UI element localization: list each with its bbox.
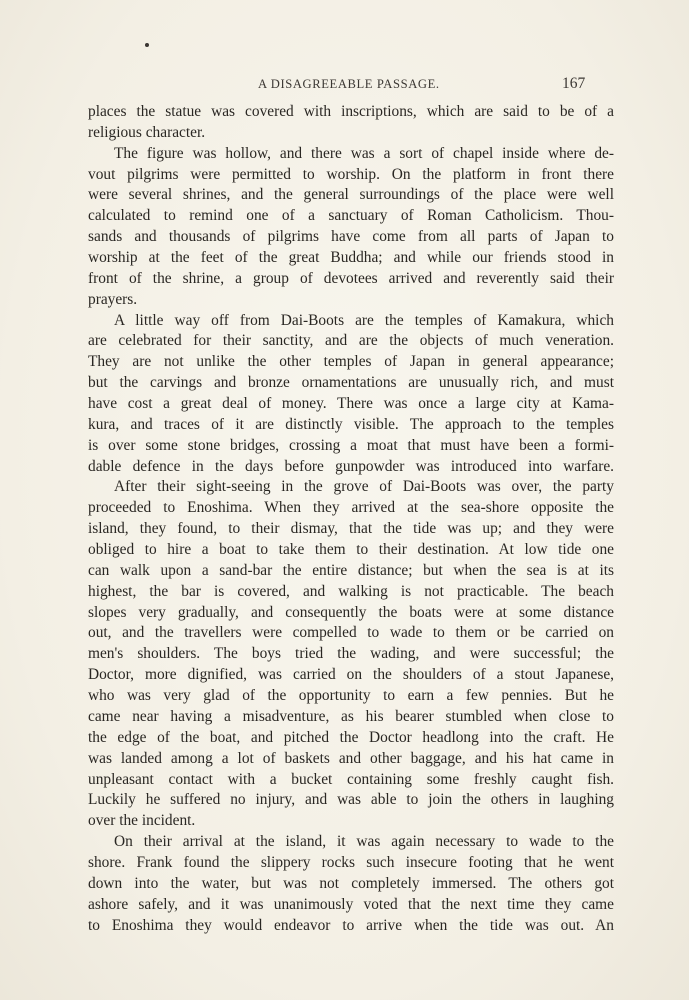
text-line: highest, the bar is covered, and walking is not practicable. The beach <box>88 582 614 600</box>
text-line: places the statue was covered with inscriptions, which are said to be of a <box>88 103 614 120</box>
text-line: but the carvings and bronze ornamentations are unusually rich, and must <box>88 374 614 392</box>
text-line: Doctor, more dignified, was carried on the shoulders of a stout Japanese, <box>88 666 614 684</box>
text-line: dable defence in the days before gunpowder was introduced into warfare. <box>88 457 614 475</box>
text-line: was landed among a lot of baskets and other baggage, and his hat came in <box>88 749 614 767</box>
text-line: slopes very gradually, and consequently the boats were at some distance <box>88 603 614 621</box>
text-line: island, they found, to their dismay, that the tide was up; and they were <box>88 520 614 538</box>
text-line: A little way off from Dai-Boots are the temples of Kamakura, which <box>114 311 614 329</box>
text-line: On their arrival at the island, it was again necessary to wade to the <box>114 833 614 851</box>
text-line: out, and the travellers were compelled to wade to them or be carried on <box>88 624 614 642</box>
text-line: unpleasant contact with a bucket containing some freshly caught fish. <box>88 770 614 788</box>
text-line: shore. Frank found the slippery rocks such insecure footing that he went <box>88 853 614 871</box>
text-line: have cost a great deal of money. There was once a large city at Kama- <box>88 395 614 413</box>
text-line: came near having a misadventure, as his bearer stumbled when close to <box>88 707 614 725</box>
text-line: is over some stone bridges, crossing a moat that must have been a formi- <box>88 436 614 454</box>
text-line: They are not unlike the other temples of Japan in general appearance; <box>88 353 614 371</box>
text-line: ashore safely, and it was unanimously voted that the next time they came <box>88 895 614 913</box>
text-line: were several shrines, and the general surroundings of the place were well <box>88 186 614 204</box>
text-line: proceeded to Enoshima. When they arrived at the sea-shore opposite the <box>88 499 614 517</box>
body-text <box>88 102 614 936</box>
text-line: sands and thousands of pilgrims have come from all parts of Japan to <box>88 228 614 246</box>
page-number: 167 <box>562 75 586 92</box>
text-line: who was very glad of the opportunity to earn a few pennies. But he <box>88 687 614 705</box>
text-line: After their sight-seeing in the grove of Dai-Boots was over, the party <box>114 478 614 496</box>
text-line: over the incident. <box>88 812 196 830</box>
ink-speck <box>145 43 149 47</box>
text-line: front of the shrine, a group of devotees arrived and reverently said their <box>88 269 614 287</box>
text-line: kura, and traces of it are distinctly visible. The approach to the temples <box>88 415 614 433</box>
text-line: to Enoshima they would endeavor to arrive when the tide was out. An <box>88 916 614 934</box>
text-line: calculated to remind one of a sanctuary of Roman Catholicism. Thou- <box>88 207 614 225</box>
text-line: worship at the feet of the great Buddha; and while our friends stood in <box>88 249 614 267</box>
text-line: are celebrated for their sanctity, and are the objects of much veneration. <box>88 332 614 350</box>
text-line: religious character. <box>88 123 206 141</box>
text-line: obliged to hire a boat to take them to their destination. At low tide one <box>88 541 614 559</box>
text-line: the edge of the boat, and pitched the Doctor headlong into the craft. He <box>88 728 614 746</box>
running-head: A DISAGREEABLE PASSAGE. <box>258 77 440 91</box>
text-line: men's shoulders. The boys tried the wading, and were successful; the <box>88 645 614 663</box>
text-line: Luckily he suffered no injury, and was able to join the others in laughing <box>88 791 614 809</box>
text-line: can walk upon a sand-bar the entire distance; but when the sea is at its <box>88 561 614 579</box>
text-line: vout pilgrims were permitted to worship. On the platform in front there <box>88 165 614 183</box>
text-line: The figure was hollow, and there was a sort of chapel inside where de- <box>114 144 614 162</box>
text-line: down into the water, but was not completely immersed. The others got <box>88 874 614 892</box>
text-line: prayers. <box>88 290 138 308</box>
